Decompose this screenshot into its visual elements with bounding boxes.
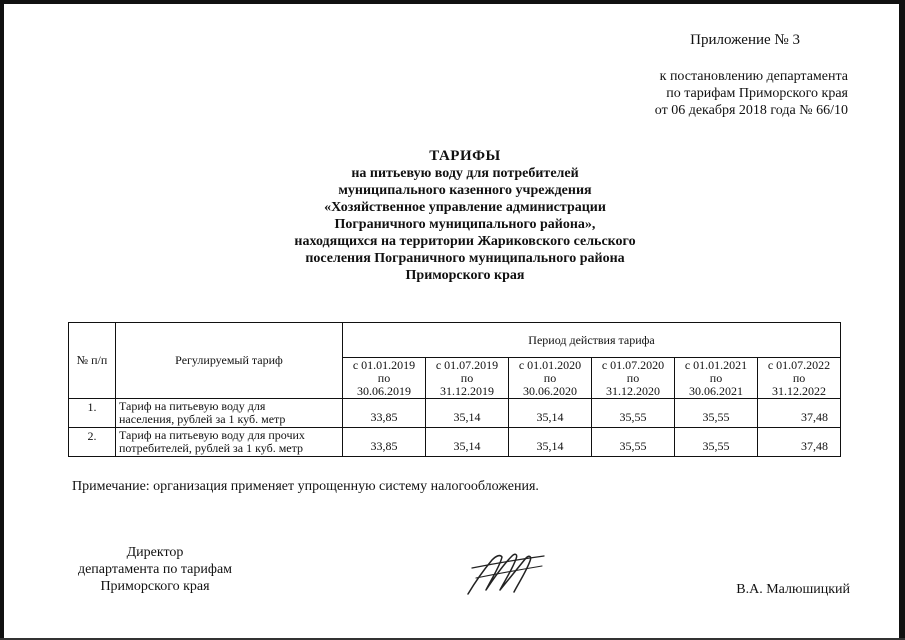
signer-title	[60, 544, 250, 595]
tariff-value: 35,14	[426, 399, 509, 428]
signer-title-line: Директор	[126, 545, 184, 560]
row-tariff-name: Тариф на питьевую воду для прочих потребителей, рублей за 1 куб. метр	[116, 428, 343, 457]
period-cell: с 01.01.2020 по 30.06.2020	[509, 358, 592, 399]
scan-border-top	[0, 0, 905, 4]
title-line: Пограничного муниципального района»,	[334, 217, 596, 232]
tariff-value: 35,14	[509, 399, 592, 428]
table-header-row	[69, 323, 841, 358]
table-row	[69, 428, 841, 457]
tariff-value: 35,14	[426, 428, 509, 457]
title-line: на питьевую воду для потребителей	[351, 166, 579, 181]
title-line: Приморского края	[405, 268, 525, 283]
period-cell: с 01.01.2021 по 30.06.2021	[675, 358, 758, 399]
appendix-label: Приложение № 3	[690, 32, 800, 48]
document-title	[200, 148, 730, 284]
title-line: «Хозяйственное управление администрации	[324, 200, 606, 215]
tariff-value: 37,48	[758, 428, 841, 457]
signer-title-line: департамента по тарифам	[77, 562, 233, 577]
title-line: поселения Пограничного муниципального района	[305, 251, 625, 266]
tariff-value: 33,85	[343, 399, 426, 428]
signer-name: В.А. Малюшицкий	[736, 582, 850, 597]
period-cell: с 01.07.2020 по 31.12.2020	[592, 358, 675, 399]
title-main: ТАРИФЫ	[429, 148, 501, 164]
row-tariff-name: Тариф на питьевую воду для населения, рублей за 1 куб. метр	[116, 399, 343, 428]
tariff-value: 35,55	[592, 399, 675, 428]
tariff-value: 35,55	[675, 428, 758, 457]
col-header-tariff: Регулируемый тариф	[116, 323, 343, 399]
row-number: 2.	[69, 428, 116, 457]
tariff-value: 37,48	[758, 399, 841, 428]
tariff-value: 35,55	[592, 428, 675, 457]
table-row	[69, 399, 841, 428]
scan-border-left	[0, 0, 4, 640]
decree-reference	[560, 68, 848, 119]
scan-border-right	[899, 0, 905, 640]
signer-title-line: Приморского края	[100, 579, 210, 594]
col-header-period: Период действия тарифа	[343, 323, 841, 358]
title-line: муниципального казенного учреждения	[338, 183, 592, 198]
tariff-value: 33,85	[343, 428, 426, 457]
decree-line: к постановлению департамента	[659, 69, 848, 84]
period-cell: с 01.01.2019 по 30.06.2019	[343, 358, 426, 399]
title-line: находящихся на территории Жариковского сельского	[294, 234, 636, 249]
tariff-value: 35,55	[675, 399, 758, 428]
tariff-table	[68, 322, 841, 457]
period-cell: с 01.07.2019 по 31.12.2019	[426, 358, 509, 399]
tax-note: Примечание: организация применяет упрощенную систему налогообложения.	[72, 479, 539, 494]
handwritten-signature	[462, 548, 548, 600]
tariff-value: 35,14	[509, 428, 592, 457]
period-cell: с 01.07.2022 по 31.12.2022	[758, 358, 841, 399]
decree-line: по тарифам Приморского края	[666, 86, 848, 101]
row-number: 1.	[69, 399, 116, 428]
decree-line: от 06 декабря 2018 года № 66/10	[654, 103, 848, 118]
col-header-number: № п/п	[69, 323, 116, 399]
